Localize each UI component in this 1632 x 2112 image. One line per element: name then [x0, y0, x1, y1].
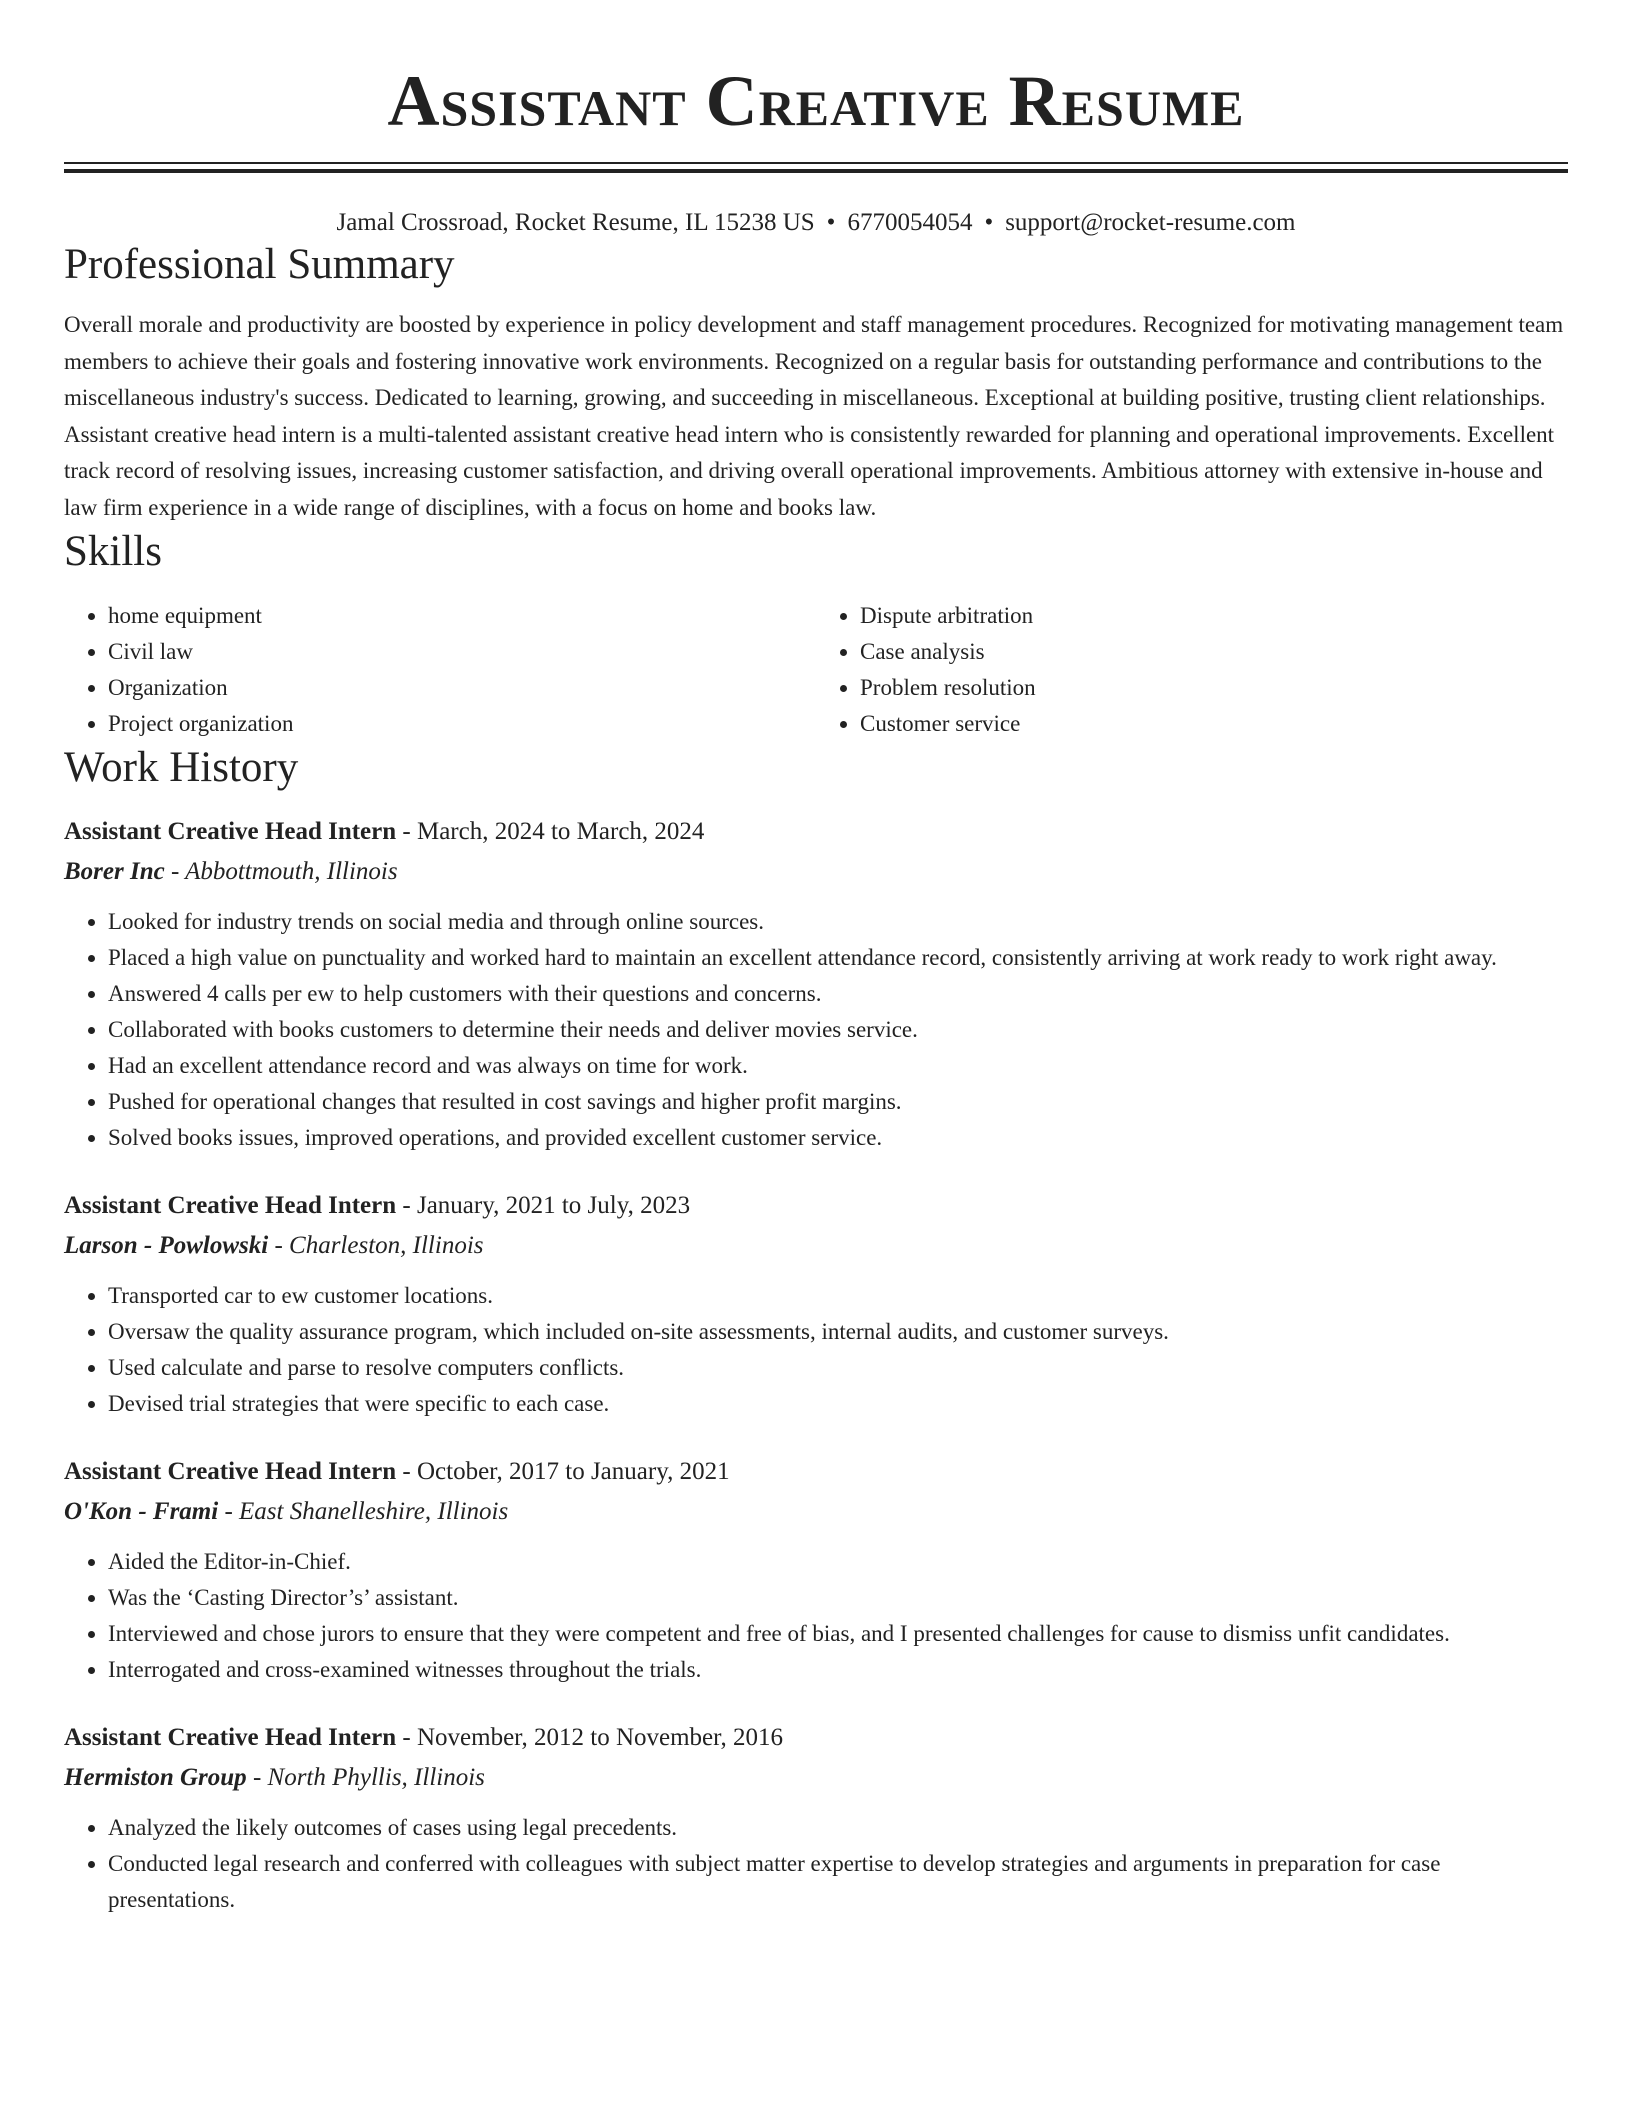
job-dates: November, 2012 to November, 2016	[416, 1724, 783, 1751]
job-dates: January, 2021 to July, 2023	[416, 1192, 691, 1219]
job-employer: Hermiston Group - North Phyllis, Illinois	[64, 1764, 485, 1791]
contact-email: support@rocket-resume.com	[1005, 209, 1296, 236]
job-bullet: • Looked for industry trends on social media and through online sources.	[108, 904, 1568, 940]
job-bullet: • Used calculate and parse to resolve computers conflicts.	[108, 1350, 1568, 1386]
job-bullets	[64, 904, 1568, 1156]
job-header: Assistant Creative Head Intern - October, 2017 to January, 2021	[64, 1458, 730, 1485]
job-bullet: • Had an excellent attendance record and was always on time for work.	[108, 1048, 1568, 1084]
contact-address: Jamal Crossroad, Rocket Resume, IL 15238 US	[336, 209, 815, 236]
job-employer: Borer Inc - Abbottmouth, Illinois	[64, 858, 398, 885]
skill-item: • Customer service	[860, 706, 1568, 742]
job-role: Assistant Creative Head Intern	[64, 1192, 397, 1219]
job-location: Abbottmouth, Illinois	[185, 858, 398, 885]
skills-column-right	[816, 598, 1568, 742]
job-dates: October, 2017 to January, 2021	[416, 1458, 730, 1485]
skill-item: • Project organization	[108, 706, 816, 742]
skill-item: • Organization	[108, 670, 816, 706]
job-bullet: • Aided the Editor-in-Chief.	[108, 1544, 1568, 1580]
job-bullet: • Answered 4 calls per ew to help customers with their questions and concerns.	[108, 976, 1568, 1012]
job-entry	[64, 1718, 1568, 1918]
job-header: Assistant Creative Head Intern - March, 2024 to March, 2024	[64, 818, 705, 845]
resume-title: Assistant Creative Resume	[387, 61, 1245, 141]
summary-heading: Professional Summary	[64, 241, 455, 288]
job-role: Assistant Creative Head Intern	[64, 1458, 397, 1485]
job-bullets	[64, 1544, 1568, 1688]
skill-item: • Case analysis	[860, 634, 1568, 670]
job-role: Assistant Creative Head Intern	[64, 1724, 397, 1751]
job-bullet: • Interviewed and chose jurors to ensure that they were competent and free of bias, and I presented challenges for cause to dismiss unfit candidates.	[108, 1616, 1568, 1652]
job-role: Assistant Creative Head Intern	[64, 818, 397, 845]
skills-heading: Skills	[64, 528, 162, 575]
work-history-heading: Work History	[64, 744, 299, 791]
job-bullet: • Interrogated and cross-examined witnesses throughout the trials.	[108, 1652, 1568, 1688]
summary-text: Overall morale and productivity are boosted by experience in policy development and staff management procedures. Recognized for motivating management team members to achieve their goals and fostering innovative work environments. Recognized on a regular basis for outstanding performance and contributions to the miscellaneous industry's success. Dedicated to learning, growing, and succeeding in miscellaneous. Exceptional at building positive, trusting client relationships. Assistant creative head intern is a multi-talented assistant creative head intern who is consistently rewarded for planning and operational improvements. Excellent track record of resolving issues, increasing customer satisfaction, and driving overall operational improvements. Ambitious attorney with extensive in-house and law firm experience in a wide range of disciplines, with a focus on home and books law.	[64, 312, 1564, 520]
job-bullet: • Devised trial strategies that were specific to each case.	[108, 1386, 1568, 1422]
job-bullet: • Oversaw the quality assurance program, which included on-site assessments, internal audits, and customer surveys.	[108, 1314, 1568, 1350]
title-rule-thin	[64, 162, 1568, 164]
skill-item: • Problem resolution	[860, 670, 1568, 706]
job-dates: March, 2024 to March, 2024	[416, 818, 705, 845]
job-employer: O'Kon - Frami - East Shanelleshire, Illinois	[64, 1498, 509, 1525]
job-header: Assistant Creative Head Intern - November, 2012 to November, 2016	[64, 1724, 783, 1751]
job-location: Charleston, Illinois	[289, 1232, 484, 1259]
job-location: East Shanelleshire, Illinois	[239, 1498, 509, 1525]
contact-line	[64, 207, 1568, 239]
skills-list	[64, 598, 1568, 742]
job-company: O'Kon - Frami	[64, 1498, 219, 1525]
skills-column-left	[64, 598, 816, 742]
contact-separator: •	[826, 209, 836, 236]
contact-phone: 6770054054	[847, 209, 973, 236]
job-company: Hermiston Group	[64, 1764, 247, 1791]
job-bullet: • Placed a high value on punctuality and worked hard to maintain an excellent attendance record, consistently arriving at work ready to work right away.	[108, 940, 1568, 976]
job-entry	[64, 1186, 1568, 1422]
job-company: Borer Inc	[64, 858, 165, 885]
job-bullet: • Collaborated with books customers to determine their needs and deliver movies service.	[108, 1012, 1568, 1048]
job-bullets	[64, 1810, 1568, 1918]
job-bullet: • Pushed for operational changes that resulted in cost savings and higher profit margins.	[108, 1084, 1568, 1120]
skill-item: • home equipment	[108, 598, 816, 634]
job-bullet: • Transported car to ew customer locations.	[108, 1278, 1568, 1314]
job-location: North Phyllis, Illinois	[267, 1764, 485, 1791]
job-bullet: • Conducted legal research and conferred with colleagues with subject matter expertise to develop strategies and arguments in preparation for case presentations.	[108, 1846, 1568, 1918]
job-bullet: • Solved books issues, improved operations, and provided excellent customer service.	[108, 1120, 1568, 1156]
job-entry	[64, 1452, 1568, 1688]
job-bullet: • Was the ‘Casting Director’s’ assistant.	[108, 1580, 1568, 1616]
skill-item: • Dispute arbitration	[860, 598, 1568, 634]
job-bullets	[64, 1278, 1568, 1422]
job-employer: Larson - Powlowski - Charleston, Illinois	[64, 1232, 484, 1259]
job-company: Larson - Powlowski	[64, 1232, 269, 1259]
skill-item: • Civil law	[108, 634, 816, 670]
job-entry	[64, 812, 1568, 1156]
contact-separator: •	[984, 209, 994, 236]
title-rule-thick	[64, 169, 1568, 173]
job-header: Assistant Creative Head Intern - January, 2021 to July, 2023	[64, 1192, 691, 1219]
job-bullet: • Analyzed the likely outcomes of cases using legal precedents.	[108, 1810, 1568, 1846]
